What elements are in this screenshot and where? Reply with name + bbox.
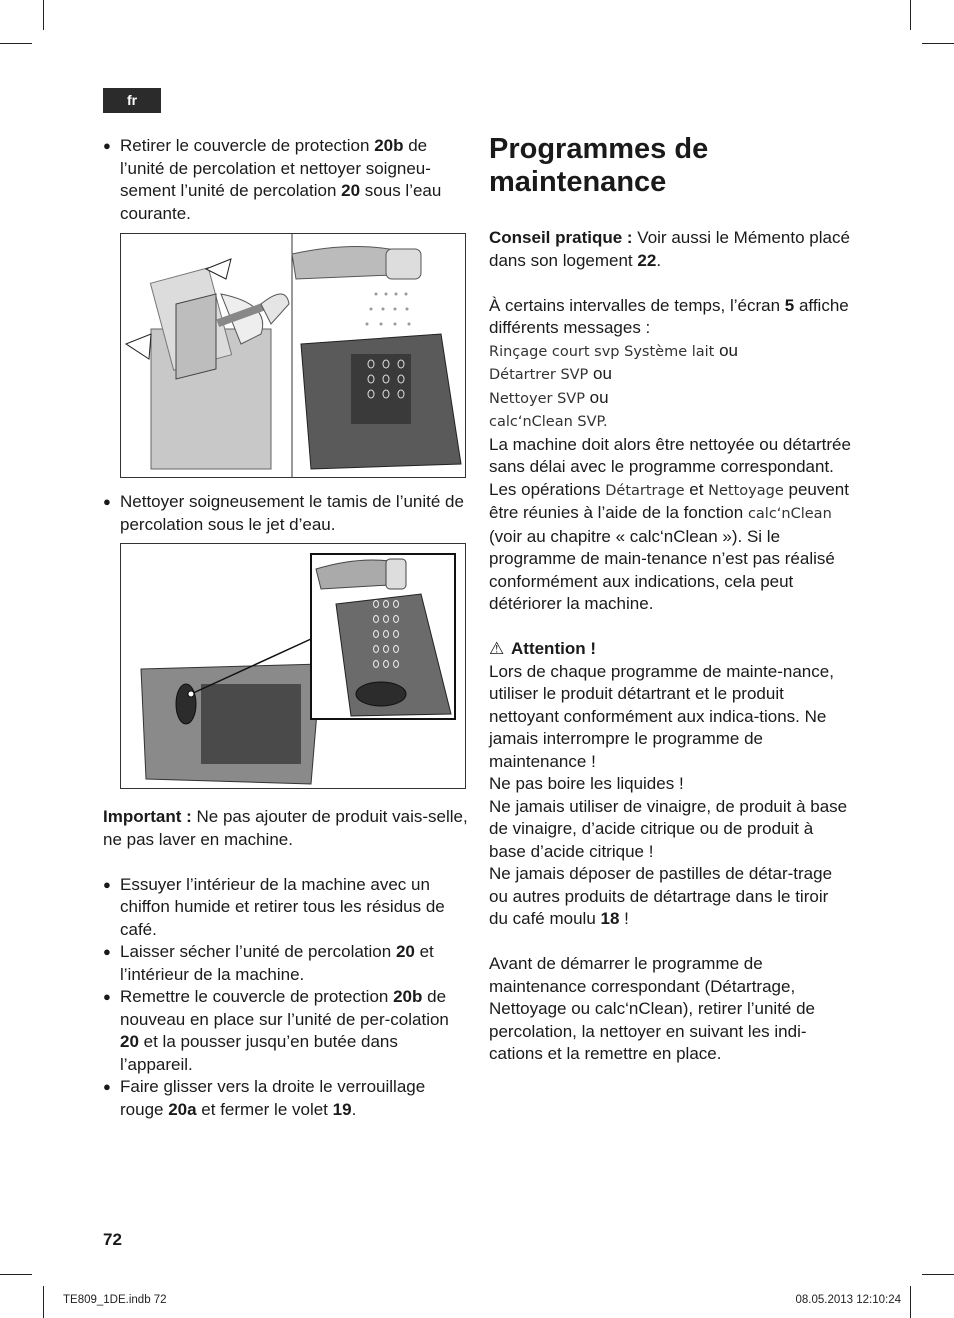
left-column [103,135,468,1121]
figure-clean-sieve [120,543,466,789]
crop-mark [922,43,954,44]
language-tab: fr [103,88,161,113]
warning-icon: ⚠ [489,639,505,658]
section-title: Programmes de maintenance [489,133,709,198]
paragraph: La machine doit alors être nettoyée ou détartrée sans délai avec le programme correspondant. Les opérations Détartrage et Nettoyage peuvent être réunies à l’aide de la fonction calc‘nClean (voir au chapitre « calc‘nClean »). Si le programme de main-tenance n’est pas réalisé conformément aux indications, cela peut détériorer la machine. [489,434,851,613]
list-item: ● Essuyer l’intérieur de la machine avec un chiffon humide et retirer tous les résidus de café. [103,874,468,942]
list-item: ● Remettre le couvercle de protection 20b de nouveau en place sur l’unité de per-colation 20 et la pousser jusqu’en butée dans l’appareil. [103,986,468,1076]
footer-file: TE809_1DE.indb 72 [63,1294,167,1306]
crop-mark [910,1286,911,1318]
crop-mark [0,1274,32,1275]
list-item: ● Nettoyer soigneusement le tamis de l’unité de percolation sous le jet d’eau. [103,491,468,536]
display-message: Rinçage court svp Système lait ou [489,340,738,360]
list-item: ● Laisser sécher l’unité de percolation 20 et l’intérieur de la machine. [103,941,468,986]
list-item: ● Faire glisser vers la droite le verrouillage rouge 20a et fermer le volet 19. [103,1076,468,1121]
important-note: Important : Ne pas ajouter de produit vais-selle, ne pas laver en machine. [103,807,468,849]
tip-paragraph: Conseil pratique : Voir aussi le Mémento placé dans son logement 22. [489,228,850,270]
crop-mark [910,0,911,30]
crop-mark [922,1274,954,1275]
crop-mark [0,43,32,44]
display-message: Détartrer SVP ou [489,364,612,383]
crop-mark [43,1286,44,1318]
display-message: calc‘nClean SVP. [489,414,608,430]
paragraph: Ne jamais déposer de pastilles de détar-trage ou autres produits de détartrage dans le tiroir du café moulu 18 ! [489,864,833,928]
figure-remove-cover [120,233,466,478]
display-message: Nettoyer SVP ou [489,387,609,407]
footer-date: 08.05.2013 12:10:24 [795,1294,901,1306]
paragraph: Lors de chaque programme de mainte-nance, utiliser le produit détartrant et le produit nettoyant conformément aux indica-tions. Ne jamais interrompre le programme de maintenance ! [489,661,834,771]
paragraph: Ne pas boire les liquides ! [489,774,684,793]
crop-mark [43,0,44,30]
list-item: ● Retirer le couvercle de protection 20b de l’unité de percolation et nettoyer soigneu-sement l’unité de percolation 20 sous l’eau courante. [103,135,468,225]
page-number: 72 [103,1230,122,1249]
paragraph: Avant de démarrer le programme de maintenance correspondant (Détartrage, Nettoyage ou calc‘nClean), retirer l’unité de percolation, la nettoyer en suivant les indi-cations et la remettre en place. [489,954,816,1063]
right-column [489,133,851,1066]
attention-heading: ⚠ Attention ! [489,638,851,661]
paragraph: Ne jamais utiliser de vinaigre, de produit à base de vinaigre, d’acide citrique ou de produit à base d’acide citrique ! [489,796,848,861]
paragraph: À certains intervalles de temps, l’écran 5 affiche différents messages : [489,295,849,337]
